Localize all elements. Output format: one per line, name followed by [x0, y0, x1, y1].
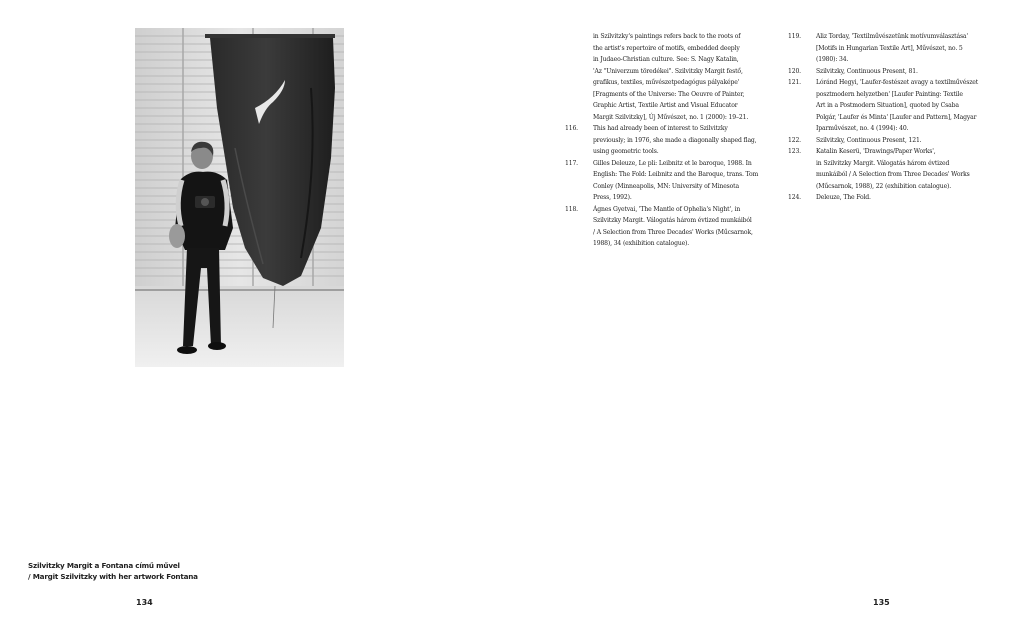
endnote-line: Szilvitzky, Continuous Present, 81. [816, 67, 918, 75]
endnote-line: 1988), 34 (exhibition catalogue). [593, 240, 690, 247]
right-page [512, 0, 1024, 634]
endnote-line: in Judaeo-Christian culture. See: S. Nagy Katalin, [593, 56, 739, 63]
endnote [788, 146, 1013, 192]
endnote-line: (Műcsarnok, 1988), 22 (exhibition catalogue). [816, 182, 952, 190]
artist-photo [135, 28, 344, 367]
endnote-line: Szilvitzky, Continuous Present, 121. [816, 136, 922, 144]
endnote-line: [Motifs in Hungarian Textile Art], Művészet, no. 5 [816, 44, 963, 52]
endnotes-column-1 [565, 31, 785, 250]
endnote-line: the artist's repertoire of motifs, embedded deeply [593, 44, 740, 52]
endnote-line: Aliz Torday, 'Textilművészetünk motívumválasztása' [816, 33, 968, 40]
endnote-line: Polgár, 'Laufer és Minta' [Laufer and Pattern], Magyar [816, 113, 977, 121]
endnote-number: 123. [788, 148, 801, 155]
endnote-line: munkáiból / A Selection from Three Decades' Works [816, 171, 970, 178]
caption-hungarian: Szilvitzky Margit a Fontana című művel [28, 561, 180, 570]
endnote-number: 121. [788, 79, 801, 86]
page-number-right: 135 [873, 598, 890, 607]
endnote-line: English: The Fold: Leibnitz and the Baroque, trans. Tom [593, 171, 759, 178]
endnote-number: 117. [565, 159, 578, 167]
endnote-line: posztmodern helyzetben' [Laufer Painting: Textile [816, 90, 963, 98]
endnotes-column-2 [788, 31, 1013, 204]
endnote [565, 158, 785, 204]
endnote-line: Conley (Minneapolis, MN: University of Minesota [593, 182, 739, 190]
endnote-number: 122. [788, 136, 801, 144]
page-number-left: 134 [136, 598, 153, 607]
endnote [788, 135, 1013, 147]
endnote-number: 116. [565, 125, 578, 132]
endnote-line: [Fragments of the Universe: The Oeuvre of Painter, [593, 90, 745, 98]
endnote-line: Graphic Artist, Textile Artist and Visual Educator [593, 102, 738, 109]
endnote-number: 118. [565, 205, 578, 213]
endnote [788, 77, 1013, 135]
endnote-line: Margit Szilvitzky], Új Művészet, no. 1 (2000): 19–21. [593, 113, 749, 121]
endnote-line: Press, 1992). [593, 194, 632, 201]
endnote-line: Deleuze, The Fold. [816, 194, 871, 201]
caption-english: / Margit Szilvitzky with her artwork Fontana [28, 571, 198, 581]
endnote-line: Ágnes Gyetvai, 'The Mantle of Ophelia's Night', in [593, 205, 741, 213]
endnote-line: Gilles Deleuze, Le pli: Leibnitz et le baroque, 1988. In [593, 159, 752, 167]
endnote [565, 123, 785, 158]
endnote-line: (1980): 34. [816, 56, 849, 63]
endnote-line: Lóránd Hegyi, 'Laufer-festészet avagy a textilművészet [816, 79, 979, 86]
endnote-line: Katalin Keserü, 'Drawings/Paper Works', [816, 148, 936, 155]
endnote-line: Art in a Postmodern Situation], quoted by Csaba [816, 102, 959, 109]
endnote-line: previously; in 1976, she made a diagonally shaped flag, [593, 136, 757, 144]
endnote-line: 'Az "Univerzum töredékei". Szilvitzky Margit festő, [593, 67, 743, 75]
endnote-line: This had already been of interest to Szilvitzky [593, 125, 728, 132]
endnote [565, 31, 785, 123]
endnote-line: in Szilvitzky's paintings refers back to the roots of [593, 33, 741, 40]
endnote [788, 31, 1013, 66]
endnote-number: 119. [788, 33, 801, 40]
endnote [565, 204, 785, 250]
endnote-line: in Szilvitzky Margit. Válogatás három évtized [816, 159, 950, 167]
endnote-line: Iparművészet, no. 4 (1994): 40. [816, 125, 909, 132]
endnote-number: 124. [788, 194, 801, 201]
endnote-line: using geometric tools. [593, 148, 659, 155]
endnote-number: 120. [788, 67, 801, 75]
endnote [788, 192, 1013, 204]
endnote-line: Szilvitzky Margit. Válogatás három évtized munkáiból [593, 217, 752, 224]
endnote [788, 66, 1013, 78]
endnote-line: / A Selection from Three Decades' Works (Műcsarnok, [593, 228, 753, 236]
endnote-line: grafikus, textiles, művészetpedagógus pályaképe' [593, 79, 740, 86]
photo-caption [28, 561, 288, 582]
